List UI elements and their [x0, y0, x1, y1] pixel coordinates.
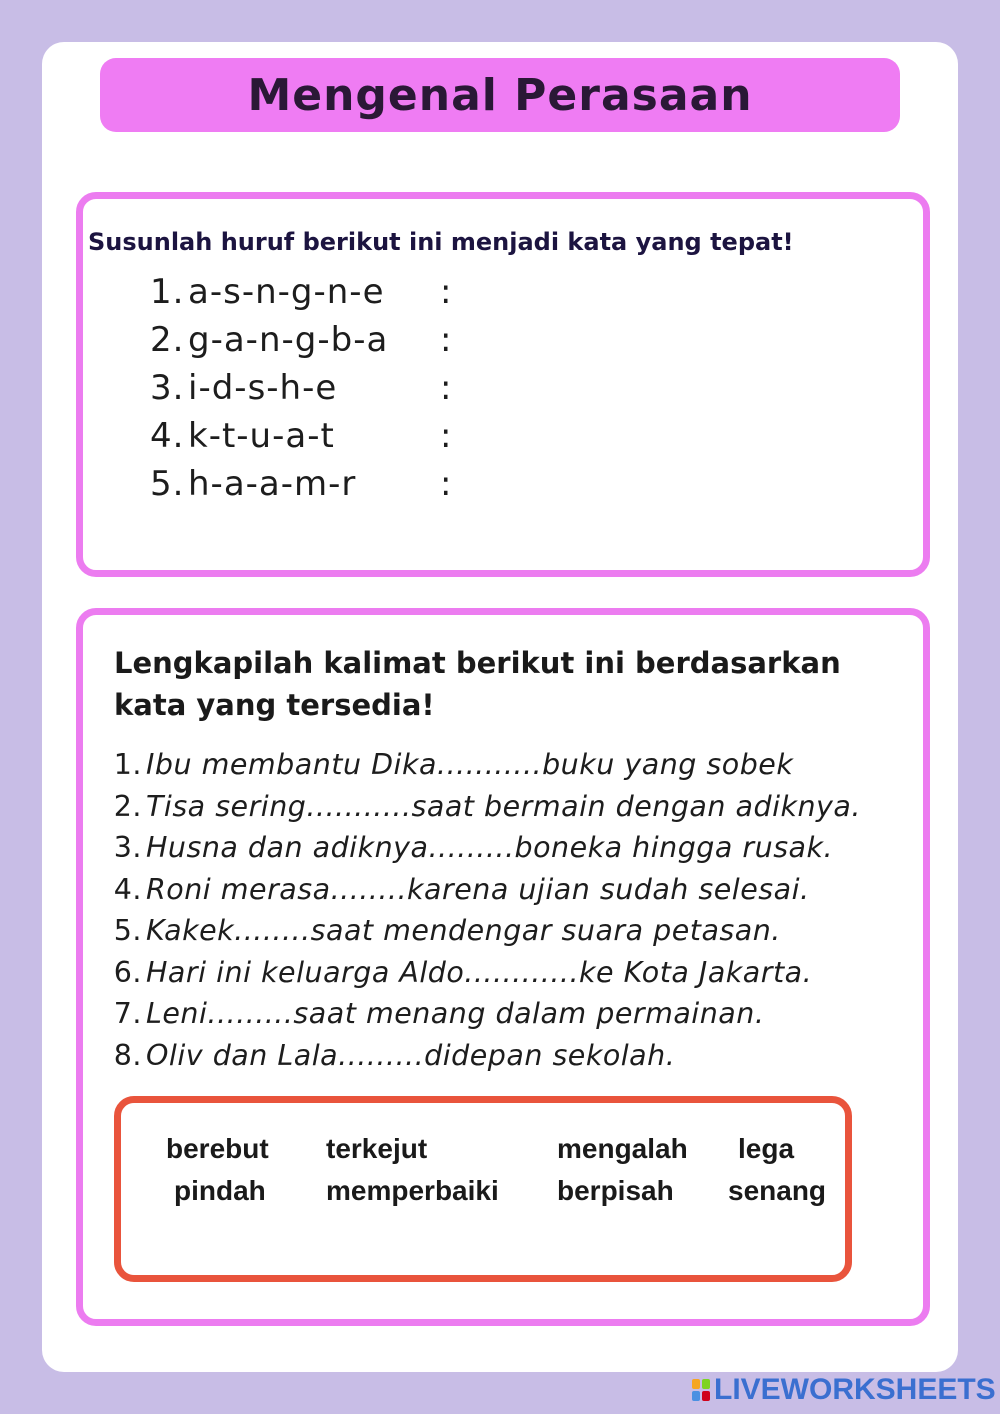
sentence-text: Hari ini keluarga Aldo............ke Kota Jakarta.	[146, 955, 813, 989]
scramble-item	[150, 364, 452, 412]
scramble-item	[150, 268, 452, 316]
logo-tile	[692, 1391, 700, 1401]
answer-colon: :	[440, 464, 453, 504]
sentence-item	[108, 952, 861, 994]
answer-colon: :	[440, 416, 453, 456]
sentence-item	[108, 786, 861, 828]
liveworksheets-logo-icon	[692, 1379, 710, 1401]
sentence-text: Roni merasa........karena ujian sudah selesai.	[146, 872, 810, 906]
logo-tile	[702, 1379, 710, 1389]
word-bank-item: memperbaiki	[326, 1175, 499, 1206]
item-number: 4.	[150, 416, 185, 456]
scramble-item	[150, 460, 452, 508]
word-bank-item: mengalah	[557, 1133, 688, 1164]
sentence-item	[108, 993, 861, 1035]
item-number: 1.	[150, 272, 185, 312]
sentence-item	[108, 827, 861, 869]
brand-name: LIVEWORKSHEETS	[714, 1373, 996, 1406]
sentence-item	[108, 1035, 861, 1077]
sentence-text: Husna dan adiknya.........boneka hingga rusak.	[146, 831, 834, 865]
sentence-text: Tisa sering...........saat bermain dengan adiknya.	[146, 789, 861, 823]
scrambled-letters: i-d-s-h-e	[188, 368, 338, 408]
scramble-instruction: Susunlah huruf berikut ini menjadi kata yang tepat!	[88, 228, 794, 256]
item-number: 4.	[113, 872, 142, 906]
sentence-text: Kakek........saat mendengar suara petasan.	[146, 914, 781, 948]
item-number: 2.	[150, 320, 185, 360]
item-number: 8.	[113, 1038, 142, 1072]
scramble-list	[150, 268, 452, 508]
item-number: 7.	[113, 997, 142, 1031]
sentence-text: Ibu membantu Dika...........buku yang sobek	[146, 748, 794, 782]
answer-colon: :	[440, 320, 453, 360]
item-number: 6.	[113, 955, 142, 989]
logo-tile	[702, 1391, 710, 1401]
title-banner	[100, 58, 900, 132]
fill-blank-instruction: Lengkapilah kalimat berikut ini berdasarkan kata yang tersedia!	[114, 646, 841, 722]
scramble-item	[150, 316, 452, 364]
answer-colon: :	[440, 272, 453, 312]
answer-colon: :	[440, 368, 453, 408]
sentence-item	[108, 744, 861, 786]
liveworksheets-brand[interactable]	[692, 1374, 996, 1406]
sentence-text: Oliv dan Lala.........didepan sekolah.	[146, 1038, 676, 1072]
sentence-item	[108, 869, 861, 911]
word-bank-item: terkejut	[326, 1133, 428, 1164]
page-title: Mengenal Perasaan	[247, 69, 753, 121]
word-bank-item: pindah	[174, 1175, 266, 1206]
item-number: 3.	[150, 368, 185, 408]
scrambled-letters: h-a-a-m-r	[188, 464, 357, 504]
scrambled-letters: k-t-u-a-t	[188, 416, 335, 456]
scrambled-letters: a-s-n-g-n-e	[188, 272, 385, 312]
sentence-text: Leni.........saat menang dalam permainan.	[146, 997, 765, 1031]
item-number: 5.	[150, 464, 185, 504]
word-bank-item: berpisah	[557, 1175, 674, 1206]
sentence-list	[108, 744, 861, 1076]
item-number: 3.	[113, 831, 142, 865]
item-number: 2.	[113, 789, 142, 823]
sentence-item	[108, 910, 861, 952]
item-number: 5.	[113, 914, 142, 948]
scrambled-letters: g-a-n-g-b-a	[188, 320, 389, 360]
word-bank-item: berebut	[166, 1133, 269, 1164]
word-bank-item: lega	[738, 1133, 795, 1164]
scramble-item	[150, 412, 452, 460]
word-bank-item: senang	[728, 1175, 827, 1206]
logo-tile	[692, 1379, 700, 1389]
item-number: 1.	[113, 748, 142, 782]
